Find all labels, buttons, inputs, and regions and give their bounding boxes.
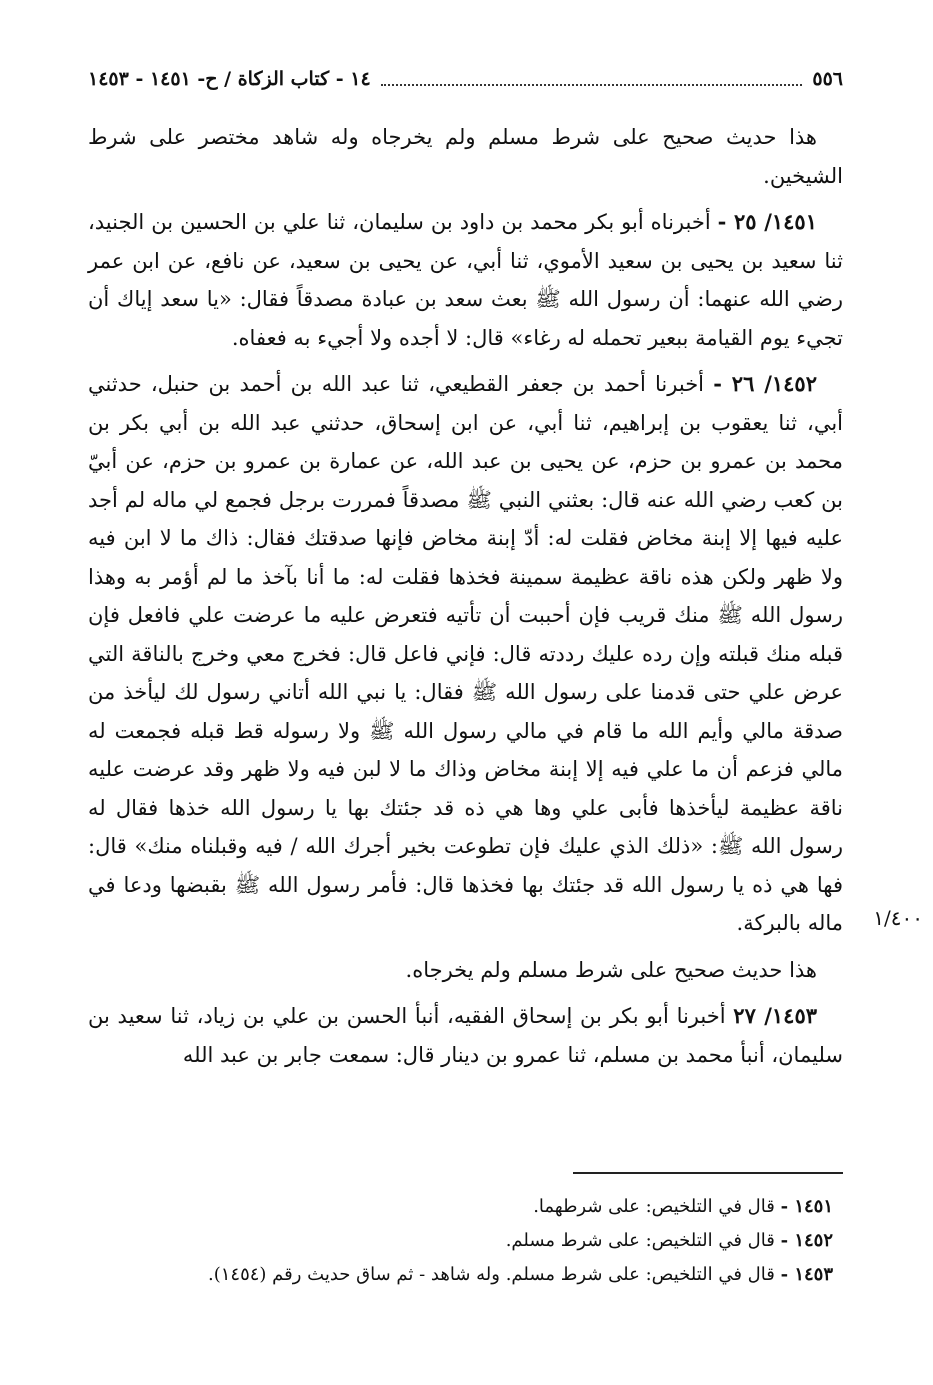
- footnote-text: قال في التلخيص: على شرطهما.: [533, 1196, 775, 1217]
- header-dot-leader: [381, 72, 803, 86]
- footnote-number: ١٤٥٣ -: [780, 1264, 833, 1285]
- paragraph-text: هذا حديث صحيح على شرط مسلم ولم يخرجاه.: [405, 957, 817, 982]
- footnote-number: ١٤٥٢ -: [780, 1230, 833, 1251]
- paragraph-text: أخبرنا أحمد بن جعفر القطيعي، ثنا عبد الله بن أحمد بن حنبل، حدثني أبي، ثنا يعقوب بن إبراهيم، ثنا أبي، عن ابن إسحاق، حدثني عبد الله بن أبي بكر بن محمد بن عمرو بن حزم، عن يحيى بن عبد الله، عن عمارة بن عمرو بن حزم، عن أبيّ بن كعب رضي الله عنه قال: بعثني النبي ﷺ مصدقاً فمررت برجل فجمع لي ماله لم أجد عليه فيها إلا إبنة مخاض فقلت له: أدّ إبنة مخاض فإنها صدقتك فقال: ذاك ما لا ابن فيه ولا ظهر ولكن هذه ناقة عظيمة سمينة فخذها فقلت له: ما أنا بآخذ ما لم أؤمر به وهذا رسول الله ﷺ منك قريب فإن أحببت أن تأتيه فتعرض عليه ما عرضت علي فافعل فإن قبله منك قبلته وإن رده عليك رددته قال: فإني فاعل قال: فخرج معي وخرج بالناقة التي عرض علي حتى قدمنا على رسول الله ﷺ فقال: يا نبي الله أتاني رسول لك ليأخذ من صدقة مالي وأيم الله ما قام في مالي رسول الله ﷺ ولا رسوله قط قبله فجمعت له مالي فزعم أن ما علي فيه إلا إبنة مخاض وذاك ما لا لبن فيه ولا ظهر وقد عرضت عليه ناقة عظيمة ليأخذها فأبى علي وها هي ذه قد جئتك بها يا رسول الله خذها فقال له رسول الله ﷺ: «ذلك الذي عليك فإن تطوعت بخير أجرك الله / فيه وقبلناه منك» قال: فها هي ذه يا رسول الله قد جئتك بها فخذها قال: فأمر رسول الله ﷺ بقبضها ودعا في ماله بالبركة.: [88, 372, 844, 935]
- paragraph-text: أخبرنا أبو بكر بن إسحاق الفقيه، أنبأ الحسن بن علي بن زياد، ثنا سعيد بن سليمان، أنبأ محمد بن مسلم، ثنا عمرو بن دينار قال: سمعت جابر بن عبد الله: [88, 1004, 843, 1067]
- main-text: [88, 118, 843, 1082]
- hadith-number: ١٤٥٣/ ٢٧: [733, 1003, 818, 1028]
- chapter-title: ١٤ - كتاب الزكاة / ح- ١٤٥١ - ١٤٥٣: [88, 68, 371, 90]
- running-header: [88, 64, 843, 94]
- paragraph-text: أخبرناه أبو بكر محمد بن داود بن سليمان، ثنا علي بن الحسين بن الجنيد، ثنا سعيد بن يحيى بن سعيد الأموي، ثنا أبي، عن يحيى بن سعيد، عن نافع، عن ابن عمر رضي الله عنهما: أن رسول الله ﷺ بعث سعد بن عبادة مصدقاً فقال: «يا سعد إياك أن تجيء يوم القيامة ببعير تحمله له رغاء» قال: لا أجده ولا أجيء به فعفاه.: [88, 210, 843, 350]
- hadith-number: ١٤٥٢/ ٢٦ -: [713, 371, 817, 396]
- paragraph-0: [88, 118, 843, 195]
- paragraph-3: [88, 951, 843, 990]
- footnote-text: قال في التلخيص: على شرط مسلم.: [505, 1230, 775, 1251]
- paragraph-2: [88, 365, 843, 943]
- paragraph-4: [88, 997, 843, 1074]
- footnote-item: [88, 1190, 833, 1224]
- footnote-item: [88, 1258, 833, 1292]
- paragraph-text: هذا حديث صحيح على شرط مسلم ولم يخرجاه وله شاهد مختصر على شرط الشيخين.: [88, 125, 843, 188]
- footnote-divider: [573, 1172, 843, 1174]
- page-number: ٥٥٦: [812, 68, 843, 90]
- footnotes: [88, 1190, 833, 1292]
- footnote-text: قال في التلخيص: على شرط مسلم. وله شاهد - ثم ساق حديث رقم (١٤٥٤).: [208, 1264, 775, 1285]
- margin-page-reference: ١/٤٠٠: [873, 906, 923, 930]
- footnote-item: [88, 1224, 833, 1258]
- paragraph-1: [88, 203, 843, 357]
- footnote-number: ١٤٥١ -: [780, 1196, 833, 1217]
- hadith-number: ١٤٥١/ ٢٥ -: [717, 209, 817, 234]
